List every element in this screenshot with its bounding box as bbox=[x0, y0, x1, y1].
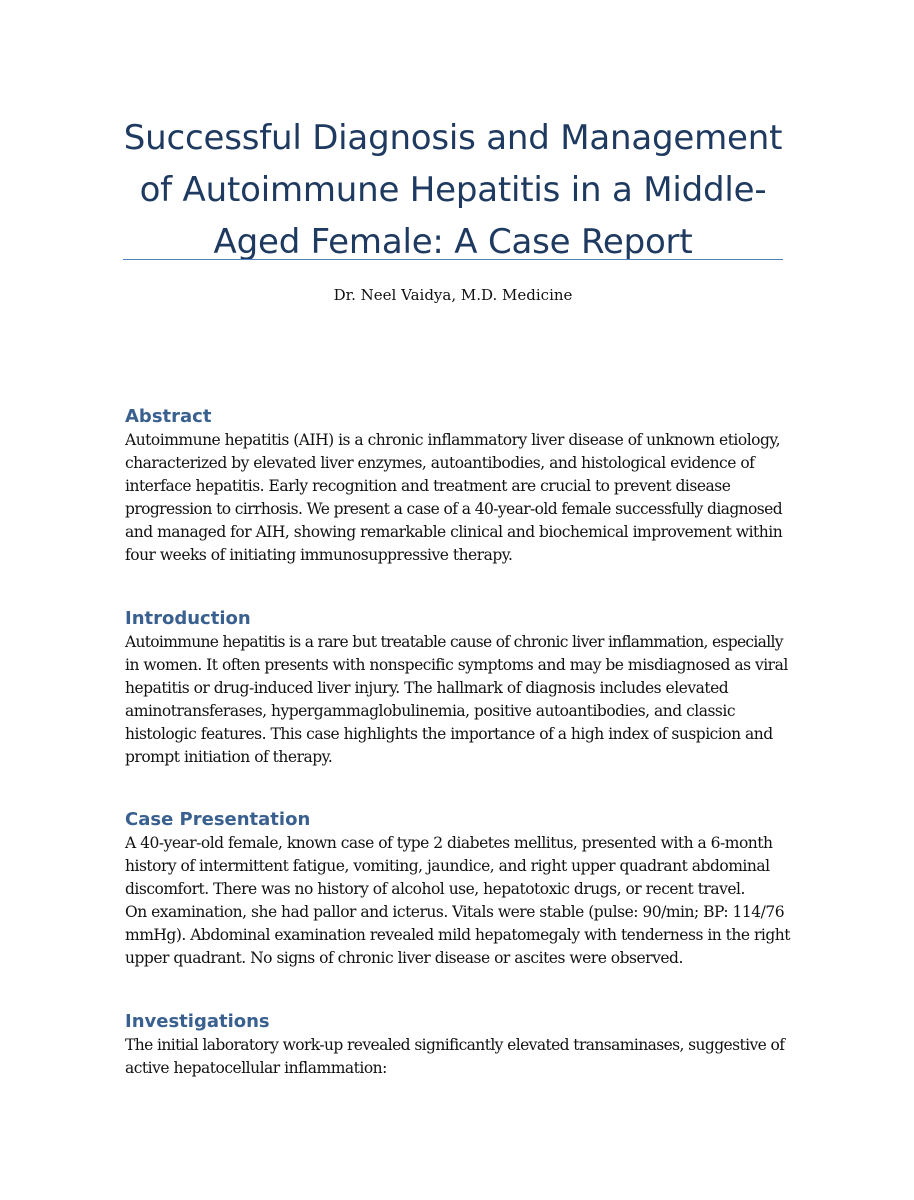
text-line: aminotransferases, hypergammaglobulinemia, positive autoantibodies, and classic bbox=[125, 702, 736, 720]
text-line: Autoimmune hepatitis is a rare but treatable cause of chronic liver inflammation, especially bbox=[125, 633, 783, 651]
abstract-section bbox=[125, 405, 790, 567]
title-line: Successful Diagnosis and Management bbox=[123, 118, 783, 158]
text-line: A 40-year-old female, known case of type 2 diabetes mellitus, presented with a 6-month bbox=[125, 834, 773, 852]
text-line: interface hepatitis. Early recognition and treatment are crucial to prevent disease bbox=[125, 477, 731, 495]
text-line: prompt initiation of therapy. bbox=[125, 748, 333, 766]
title-line: Aged Female: A Case Report bbox=[213, 222, 693, 262]
text-line: discomfort. There was no history of alcohol use, hepatotoxic drugs, or recent travel. bbox=[125, 880, 745, 898]
text-line: in women. It often presents with nonspecific symptoms and may be misdiagnosed as viral bbox=[125, 656, 788, 674]
investigations-section bbox=[125, 1010, 790, 1080]
text-line: active hepatocellular inflammation: bbox=[125, 1059, 387, 1077]
text-line: On examination, she had pallor and icterus. Vitals were stable (pulse: 90/min; BP: 114/76 bbox=[125, 903, 785, 921]
text-line: four weeks of initiating immunosuppressive therapy. bbox=[125, 546, 513, 564]
case-presentation-section bbox=[125, 808, 790, 970]
section-heading-investigations: Investigations bbox=[125, 1011, 270, 1032]
text-line: The initial laboratory work-up revealed significantly elevated transaminases, suggestive of bbox=[125, 1036, 785, 1054]
text-line: mmHg). Abdominal examination revealed mild hepatomegaly with tenderness in the right bbox=[125, 926, 790, 944]
text-line: histologic features. This case highlights the importance of a high index of suspicion and bbox=[125, 725, 773, 743]
text-line: hepatitis or drug-induced liver injury. The hallmark of diagnosis includes elevated bbox=[125, 679, 729, 697]
title-divider bbox=[123, 259, 783, 260]
section-heading-abstract: Abstract bbox=[125, 406, 212, 427]
text-line: and managed for AIH, showing remarkable clinical and biochemical improvement within bbox=[125, 523, 783, 541]
section-heading-case-presentation: Case Presentation bbox=[125, 809, 311, 830]
author-line: Dr. Neel Vaidya, M.D. Medicine bbox=[333, 286, 573, 304]
abstract-paragraph bbox=[125, 429, 790, 567]
paper-title bbox=[123, 112, 783, 268]
section-heading-introduction: Introduction bbox=[125, 608, 251, 629]
investigations-paragraph bbox=[125, 1034, 790, 1080]
text-line: history of intermittent fatigue, vomiting, jaundice, and right upper quadrant abdominal bbox=[125, 857, 770, 875]
title-line: of Autoimmune Hepatitis in a Middle- bbox=[139, 170, 767, 210]
case-presentation-paragraph bbox=[125, 832, 790, 970]
text-line: characterized by elevated liver enzymes, autoantibodies, and histological evidence of bbox=[125, 454, 755, 472]
text-line: progression to cirrhosis. We present a case of a 40-year-old female successfully diagnosed bbox=[125, 500, 783, 518]
text-line: Autoimmune hepatitis (AIH) is a chronic inflammatory liver disease of unknown etiology, bbox=[125, 431, 781, 449]
introduction-paragraph bbox=[125, 631, 790, 769]
introduction-section bbox=[125, 607, 790, 769]
text-line: upper quadrant. No signs of chronic liver disease or ascites were observed. bbox=[125, 949, 683, 967]
